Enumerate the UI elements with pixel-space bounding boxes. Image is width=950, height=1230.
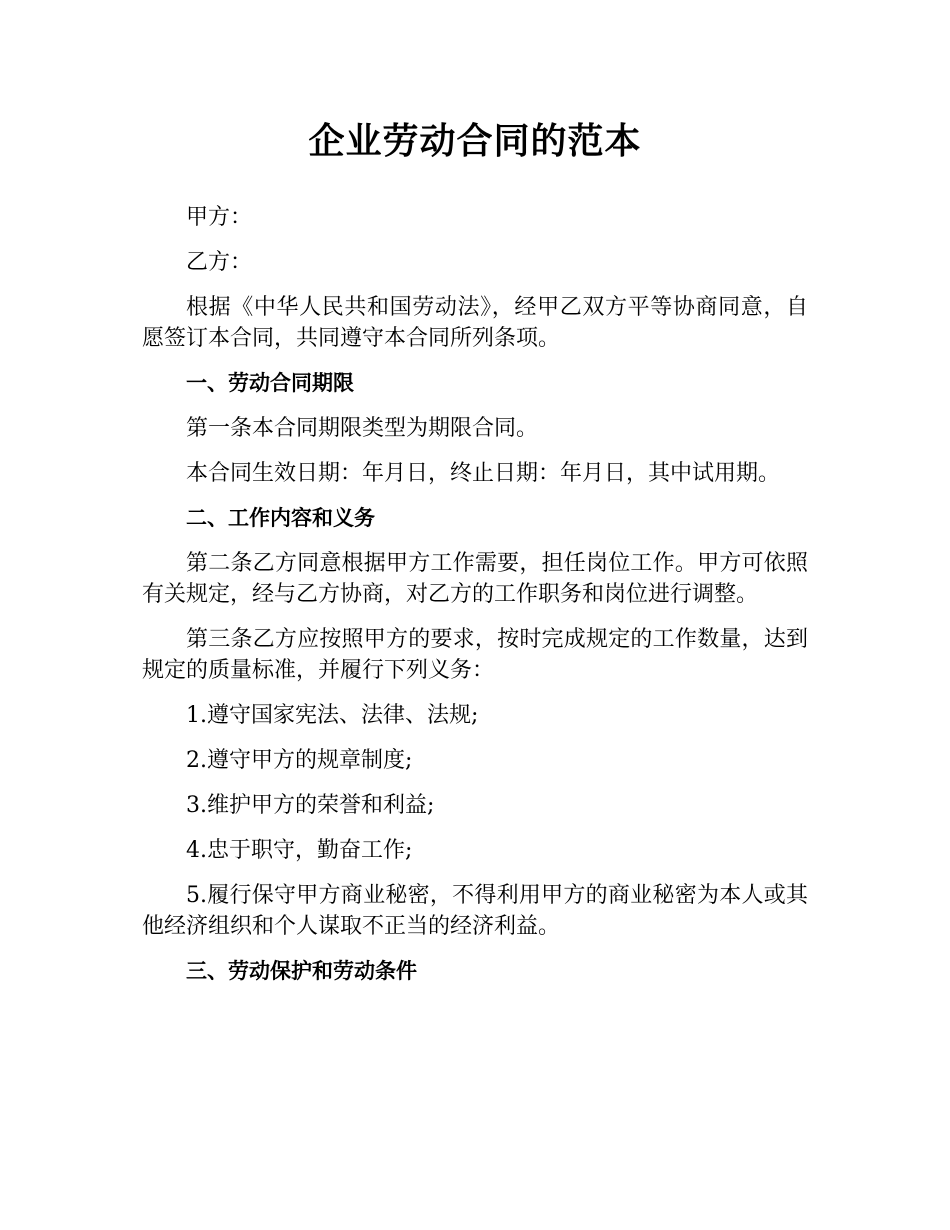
duty-item-3: 3.维护甲方的荣誉和利益; [186, 793, 435, 818]
party-a-line: 甲方： [186, 205, 253, 230]
preamble-paragraph: 根据《中华人民共和国劳动法》，经甲乙双方平等协商同意，自愿签订本合同，共同遵守本合同所列条项。 [142, 295, 808, 351]
article-2-paragraph: 第二条乙方同意根据甲方工作需要，担任岗位工作。甲方可依照有关规定，经与乙方协商，对乙方的工作职务和岗位进行调整。 [142, 551, 808, 607]
duty-item-4: 4.忠于职守，勤奋工作; [186, 838, 413, 863]
document-body [142, 202, 808, 1001]
section-heading-term: 一、劳动合同期限 [186, 371, 354, 395]
article-1-paragraph: 第一条本合同期限类型为期限合同。 [186, 416, 539, 441]
duty-item-2: 2.遵守甲方的规章制度; [186, 748, 413, 773]
dates-paragraph: 本合同生效日期：年月日，终止日期：年月日，其中试用期。 [186, 461, 781, 486]
section-heading-protection: 三、劳动保护和劳动条件 [186, 959, 417, 983]
party-b-line: 乙方： [186, 250, 253, 275]
section-heading-duties: 二、工作内容和义务 [186, 506, 375, 530]
duty-item-5: 5.履行保守甲方商业秘密，不得利用甲方的商业秘密为本人或其他经济组织和个人谋取不正当的经济利益。 [142, 883, 808, 939]
document-title: 企业劳动合同的范本 [308, 121, 642, 162]
article-3-paragraph: 第三条乙方应按照甲方的要求，按时完成规定的工作数量，达到规定的质量标准，并履行下列义务： [142, 627, 808, 683]
duty-item-1: 1.遵守国家宪法、法律、法规; [186, 703, 479, 728]
